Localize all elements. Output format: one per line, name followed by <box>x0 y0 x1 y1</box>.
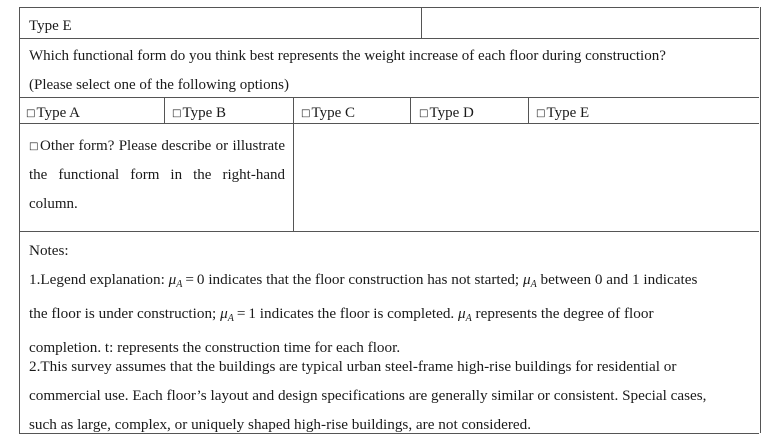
row1-label: Type E <box>29 18 72 34</box>
note-1: 1.Legend explanation: $\mu_A = 0$ indicates that the floor construction has not started; $\mu_A$ between 0 and 1 indicates the floor is under construction; $\mu_A = 1$ indicates the floor is completed. $\mu_A$ represents the degree of floor completion. t: represents the construction time for each floor. <box>29 271 698 356</box>
table-rule-row1 <box>19 38 759 39</box>
note-2: 2.This survey assumes that the buildings are typical urban steel-frame high-rise buildings for residential or commercial use. Each floor’s layout and design specifications are generally similar or consistent. Special cases, such as large, complex, or uniquely shaped high-rise buildings, are not considered. <box>29 358 707 433</box>
option-divider-4 <box>528 97 529 123</box>
option-label: Type E <box>546 105 590 121</box>
option-divider-2 <box>293 97 294 123</box>
option-other[interactable] <box>29 132 285 219</box>
option-divider-3 <box>410 97 411 123</box>
option-other-label: Other form? Please describe or illustrate the functional form in the right-hand column. <box>29 138 285 212</box>
option-label: Type D <box>429 105 474 121</box>
checkbox-icon[interactable]: □ <box>301 108 311 119</box>
checkbox-icon[interactable]: □ <box>419 108 429 119</box>
row1-divider <box>421 7 422 38</box>
checkbox-icon[interactable]: □ <box>26 108 36 119</box>
notes-heading: Notes: <box>29 242 69 259</box>
option-label: Type A <box>36 105 80 121</box>
option-label: Type B <box>182 105 226 121</box>
table-rule-options-top <box>19 97 759 98</box>
question-line-2: (Please select one of the following options) <box>29 77 289 93</box>
table-rule-other-bottom <box>19 231 759 232</box>
option-divider-1 <box>164 97 165 123</box>
checkbox-icon[interactable]: □ <box>29 141 40 152</box>
question-line-1: Which functional form do you think best represents the weight increase of each floor during construction? <box>29 48 666 64</box>
table-rule-top <box>19 7 759 8</box>
checkbox-icon[interactable]: □ <box>172 108 182 119</box>
row1-answer-cell[interactable] <box>431 17 751 35</box>
option-type-e[interactable] <box>536 104 589 123</box>
option-label: Type C <box>311 105 355 121</box>
option-type-c[interactable] <box>301 104 355 123</box>
option-type-b[interactable] <box>172 104 226 123</box>
other-answer-cell[interactable] <box>300 128 752 226</box>
other-divider <box>293 123 294 231</box>
option-type-a[interactable] <box>26 104 80 123</box>
option-type-d[interactable] <box>419 104 474 123</box>
checkbox-icon[interactable]: □ <box>536 108 546 119</box>
table-rule-options-bottom <box>19 123 759 124</box>
